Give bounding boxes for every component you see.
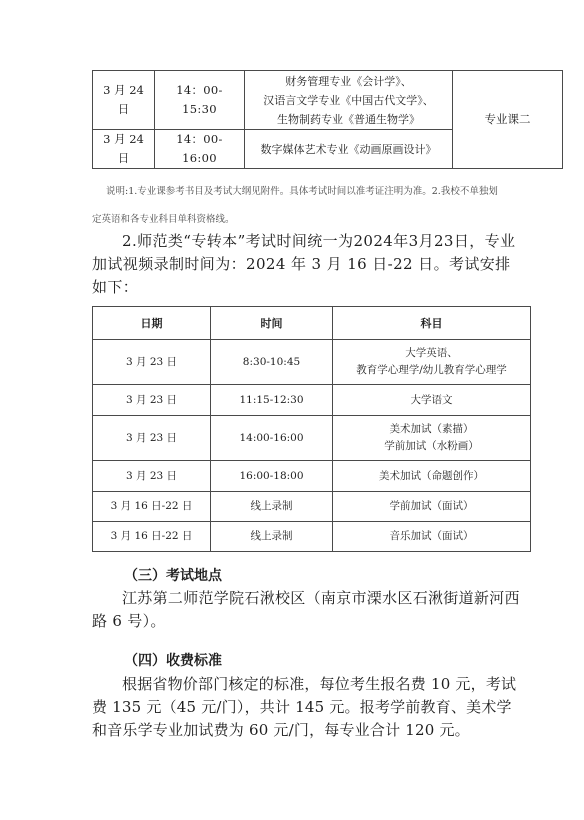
column-header-subject: 科目 (333, 307, 531, 340)
table-row (93, 340, 531, 385)
category-cell: 专业课二 (453, 71, 563, 169)
table-row (93, 71, 563, 130)
teacher-exam-schedule-table (92, 306, 531, 552)
table-row (93, 416, 531, 461)
subject-cell (333, 416, 531, 461)
subject-cell (333, 522, 531, 552)
section-heading-exam-location: （三）考试地点 (124, 568, 222, 584)
date-cell: 3 月 16 日-22 日 (93, 522, 211, 552)
date-cell: 3 月 16 日-22 日 (93, 492, 211, 522)
subject-line: 学前加试（面试） (389, 500, 474, 512)
column-header-date: 日期 (93, 307, 211, 340)
subject-line: 教育学心理学/幼儿教育学心理学 (356, 364, 507, 376)
exam-schedule-table-top (92, 70, 563, 169)
date-cell: 3 月 23 日 (93, 461, 211, 492)
table-row (93, 492, 531, 522)
date-cell: 3 月 23 日 (93, 385, 211, 416)
table-row (93, 522, 531, 552)
table-header-row (93, 307, 531, 340)
explanatory-note: 说明:1.专业课参考书目及考试大纲见附件。具体考试时间以准考证注明为准。2.我校不单独划定英语和各专业科目单科资格线。 (92, 186, 498, 225)
subject-cell (333, 461, 531, 492)
subject-cell (333, 492, 531, 522)
time-cell: 11:15-12:30 (211, 385, 333, 416)
date-cell: 3 月 24 日 (93, 130, 155, 169)
time-cell: 16:00-18:00 (211, 461, 333, 492)
time-cell: 14：00-16:00 (155, 130, 245, 169)
subject-line: 财务管理专业《会计学》、 (285, 74, 412, 88)
subject-line: 学前加试（水粉画） (384, 440, 479, 452)
column-header-time: 时间 (211, 307, 333, 340)
subject-line: 美术加试（素描） (389, 423, 474, 435)
time-cell: 8:30-10:45 (211, 340, 333, 385)
date-cell: 3 月 23 日 (93, 340, 211, 385)
subject-cell (333, 385, 531, 416)
subject-line: 大学英语、 (405, 347, 458, 359)
date-cell: 3 月 23 日 (93, 416, 211, 461)
time-cell: 线上录制 (211, 492, 333, 522)
subject-cell (245, 71, 453, 130)
table-row (93, 461, 531, 492)
subject-cell (333, 340, 531, 385)
subject-line: 大学语文 (410, 393, 453, 406)
time-cell: 线上录制 (211, 522, 333, 552)
subject-cell (245, 130, 453, 169)
exam-location-paragraph: 江苏第二师范学院石湫校区（南京市溧水区石湫街道新河西路 6 号）。 (92, 589, 520, 630)
teacher-exam-paragraph: 2.师范类“专转本”考试时间统一为2024年3月23日，专业加试视频录制时间为：2024 年 3 月 16 日-22 日。考试安排如下： (92, 232, 516, 296)
section-heading-fee-standard: （四）收费标准 (124, 653, 222, 669)
fee-standard-paragraph: 根据省物价部门核定的标准，每位考生报名费 10 元，考试费 135 元（45 元/门），共计 145 元。报考学前教育、美术学和音乐学专业加试费为 60 元/门，每专业合计 120 元。 (92, 675, 517, 739)
subject-line: 音乐加试（面试） (389, 530, 474, 542)
subject-line: 生物制药专业《普通生物学》 (277, 112, 420, 126)
subject-line: 汉语言文学专业《中国古代文学》、 (263, 93, 434, 107)
date-cell: 3 月 24 日 (93, 71, 155, 130)
subject-line: 美术加试（命题创作） (379, 469, 484, 482)
subject-line: 数字媒体艺术专业《动画原画设计》 (260, 142, 437, 156)
table-row (93, 385, 531, 416)
time-cell: 14:00-16:00 (211, 416, 333, 461)
time-cell: 14：00-15:30 (155, 71, 245, 130)
